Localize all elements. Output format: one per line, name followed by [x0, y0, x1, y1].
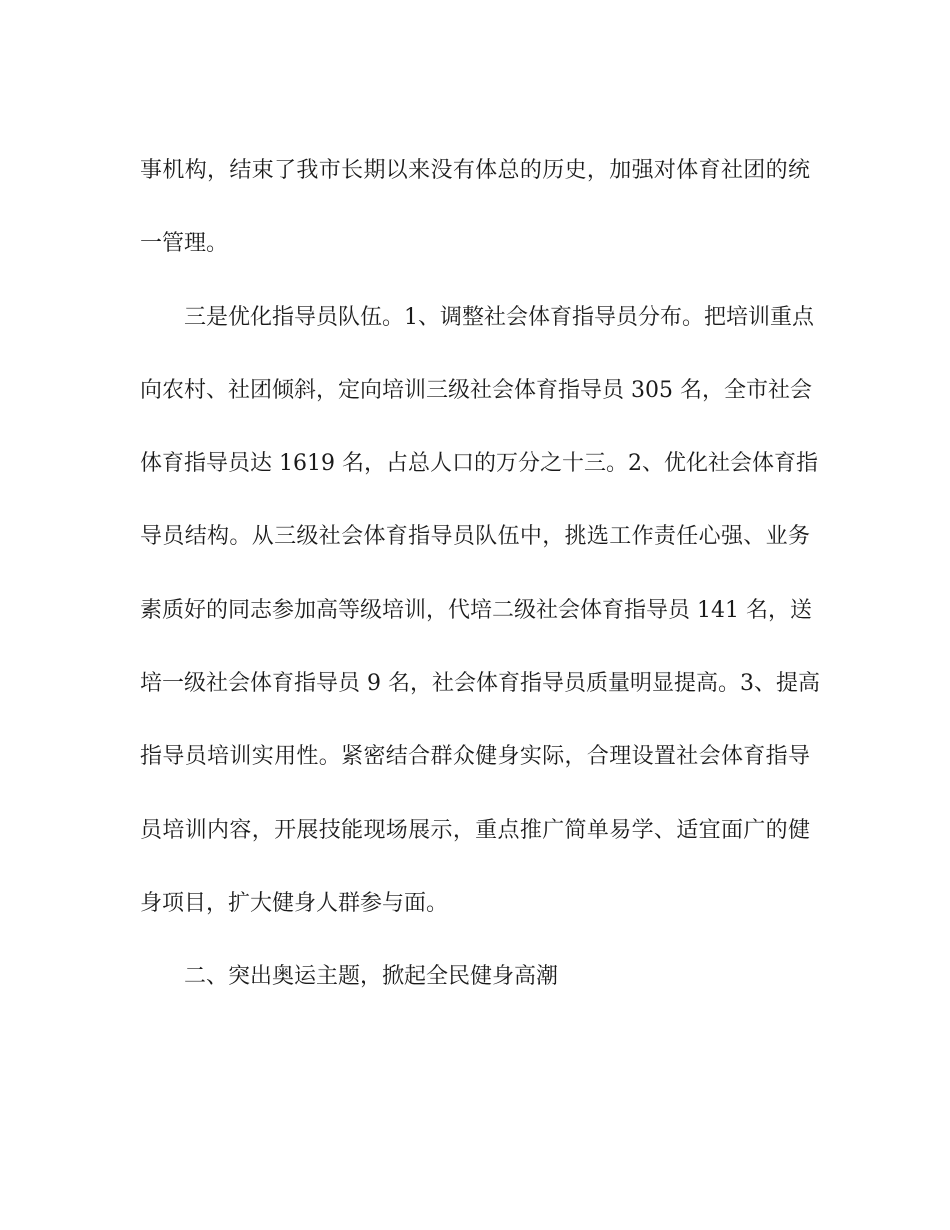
text-line: 指导员培训实用性。紧密结合群众健身实际，合理设置社会体育指导 — [140, 744, 810, 770]
text-line: 体育指导员达 1619 名，占总人口的万分之十三。2、优化社会体育指 — [140, 451, 818, 477]
paragraph-instructor-team — [140, 281, 820, 941]
document-body — [140, 134, 820, 1014]
text-line: 导员结构。从三级社会体育指导员队伍中，挑选工作责任心强、业务 — [140, 524, 810, 550]
text-line: 身项目，扩大健身人群参与面。 — [140, 890, 449, 916]
text-line: 向农村、社团倾斜，定向培训三级社会体育指导员 305 名，全市社会 — [140, 377, 812, 403]
text-line: 事机构，结束了我市长期以来没有体总的历史，加强对体育社团的统 — [140, 158, 810, 183]
paragraph-continuation — [140, 134, 810, 281]
text-line: 员培训内容，开展技能现场展示，重点推广简单易学、适宜面广的健 — [140, 817, 810, 843]
text-line: 素质好的同志参加高等级培训，代培二级社会体育指导员 141 名，送 — [140, 597, 812, 623]
text-line: 培一级社会体育指导员 9 名，社会体育指导员质量明显提高。3、提高 — [140, 671, 820, 697]
text-line: 一管理。 — [140, 231, 229, 257]
text-line: 二、突出奥运主题，掀起全民健身高潮 — [184, 964, 559, 990]
section-heading — [140, 940, 810, 1013]
text-line: 三是优化指导员队伍。1、调整社会体育指导员分布。把培训重点 — [184, 304, 814, 330]
